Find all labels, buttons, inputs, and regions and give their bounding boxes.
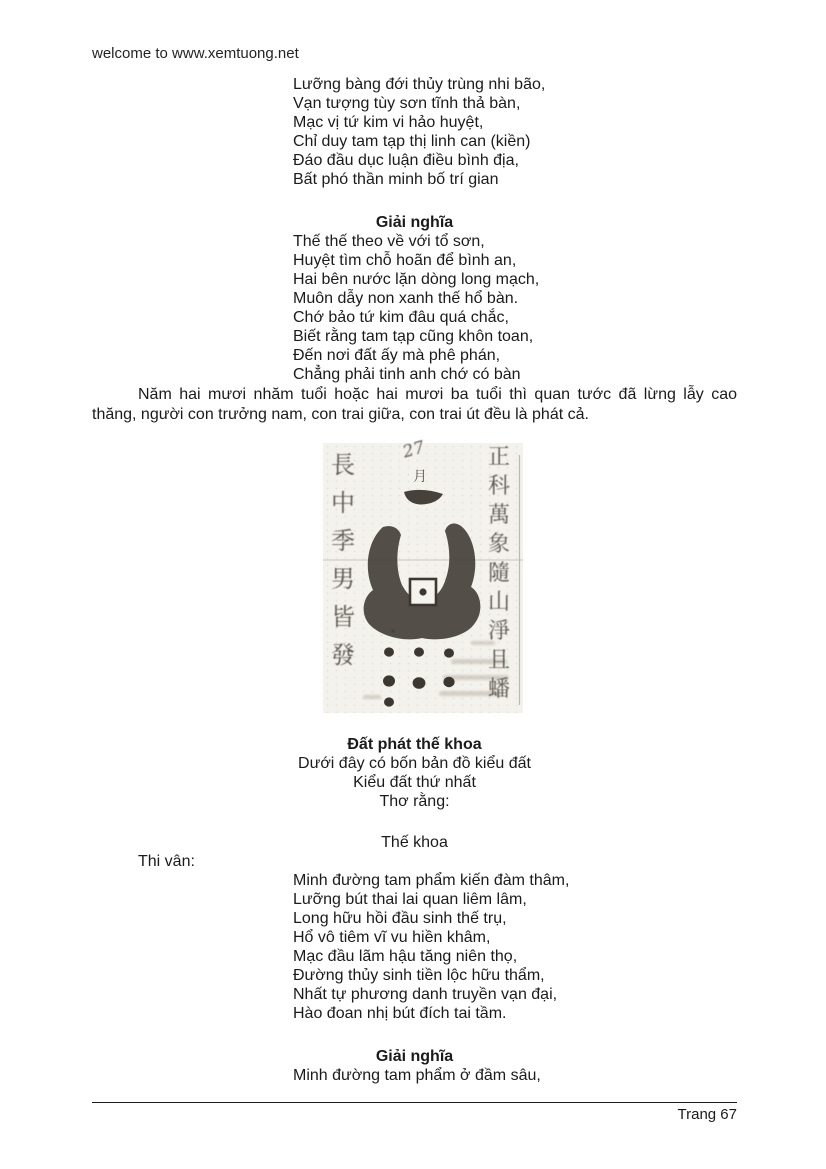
interpretation-poem-1 (92, 232, 737, 384)
section-intro-line: Kiểu đất thứ nhất (353, 774, 476, 791)
grave-dot (443, 677, 454, 687)
right-calligraphy-column (485, 447, 513, 701)
cjk-char: 萬 (487, 503, 510, 528)
poem-line: Vạn tượng tùy sơn tĩnh thả bàn, (293, 95, 521, 112)
poem-line: Lưỡng bàng đới thủy trùng nhi bão, (293, 76, 546, 93)
grave-dot (384, 697, 394, 706)
poem-sino-vietnamese-1 (92, 75, 737, 189)
grave-dot (384, 647, 394, 656)
cjk-char: 發 (331, 641, 355, 669)
poem-line: Huyệt tìm chỗ hoãn để bình an, (293, 252, 517, 269)
cjk-char: 淨 (487, 619, 510, 644)
poem-line: Đến nơi đất ấy mà phê phán, (293, 347, 501, 364)
interpretation-poem-2 (92, 1066, 737, 1085)
poem-line: Minh đường tam phẩm ở đầm sâu, (293, 1067, 541, 1084)
month-character: 月 (413, 469, 427, 485)
poem-line: Biết rằng tam tạp cũng khôn toan, (293, 328, 534, 345)
left-calligraphy-column (329, 453, 357, 667)
poem-line: Minh đường tam phẩm kiến đàm thâm, (293, 872, 570, 889)
poem-line: Chớ bảo tứ kim đâu quá chắc, (293, 309, 509, 326)
scanned-map-figure (323, 437, 523, 713)
cjk-char: 季 (331, 527, 355, 555)
commentary-paragraph: Năm hai mươi nhăm tuổi hoặc hai mươi ba tuổi thì quan tước đã lừng lẫy cao thăng, người con trưởng nam, con trai giữa, con trai út đều là phát cả. (92, 386, 737, 423)
poem-subtitle: Thế khoa (381, 834, 448, 851)
cjk-char: 男 (331, 565, 355, 593)
grave-dot (414, 647, 424, 656)
footer-divider (92, 1102, 737, 1103)
poem-line: Muôn dẫy non xanh thế hổ bàn. (293, 290, 519, 307)
poem-line: Mạc đầu lãm hậu tăng niên thọ, (293, 948, 518, 965)
crescent-shape (404, 490, 443, 505)
poem-line: Lưỡng bút thai lai quan liêm lâm, (293, 891, 527, 908)
poem-line: Hào đoan nhị bút đích tai tầm. (293, 1005, 507, 1022)
poem-sino-vietnamese-2 (92, 871, 737, 1023)
poem-line: Chẳng phải tinh anh chớ có bàn (293, 366, 521, 383)
cjk-char: 且 (487, 648, 510, 673)
poem-line: Mạc vị tứ kim vi hảo huyệt, (293, 114, 484, 131)
grave-dot (444, 648, 454, 657)
cjk-char: 中 (331, 489, 355, 517)
cjk-char: 皆 (331, 603, 355, 631)
section-intro-line: Thơ rằng: (379, 793, 450, 810)
poem-line: Thế thế theo về với tổ sơn, (293, 233, 485, 250)
cjk-char: 長 (331, 451, 355, 479)
section-intro-line: Dưới đây có bốn bản đồ kiểu đất (298, 755, 531, 772)
cjk-char: 正 (487, 445, 510, 470)
center-dot (419, 588, 426, 595)
poem-line: Bất phó thần minh bố trí gian (293, 171, 499, 188)
page-number: Trang 67 (677, 1106, 737, 1123)
interpretation-heading-2: Giải nghĩa (375, 1048, 454, 1065)
poem-line: Đường thủy sinh tiền lộc hữu thẩm, (293, 967, 545, 984)
poem-line: Hai bên nước lặn dòng long mạch, (293, 271, 540, 288)
cjk-char: 象 (487, 532, 510, 557)
reciter-label: Thi vân: (138, 853, 195, 870)
section-heading: Đất phát thế khoa (347, 736, 482, 753)
poem-line: Hổ vô tiêm vĩ vu hiền khâm, (293, 929, 491, 946)
interpretation-heading-1: Giải nghĩa (375, 214, 454, 231)
cjk-char: 科 (487, 474, 510, 499)
grave-dot (413, 677, 426, 689)
cjk-char: 山 (487, 590, 510, 615)
ink-speck (391, 629, 394, 632)
site-header: welcome to www.xemtuong.net (92, 45, 299, 62)
grave-dot (383, 675, 395, 686)
cjk-char: 隨 (487, 561, 510, 586)
poem-line: Long hữu hồi đầu sinh thế trụ, (293, 910, 507, 927)
poem-line: Đáo đầu dục luận điều bình địa, (293, 152, 519, 169)
poem-line: Nhất tự phương danh truyền vạn đại, (293, 986, 558, 1003)
poem-line: Chỉ duy tam tạp thị linh can (kiền) (293, 133, 531, 150)
handwritten-annotation: 27 (400, 437, 427, 463)
cjk-char: 蟠 (487, 677, 510, 702)
